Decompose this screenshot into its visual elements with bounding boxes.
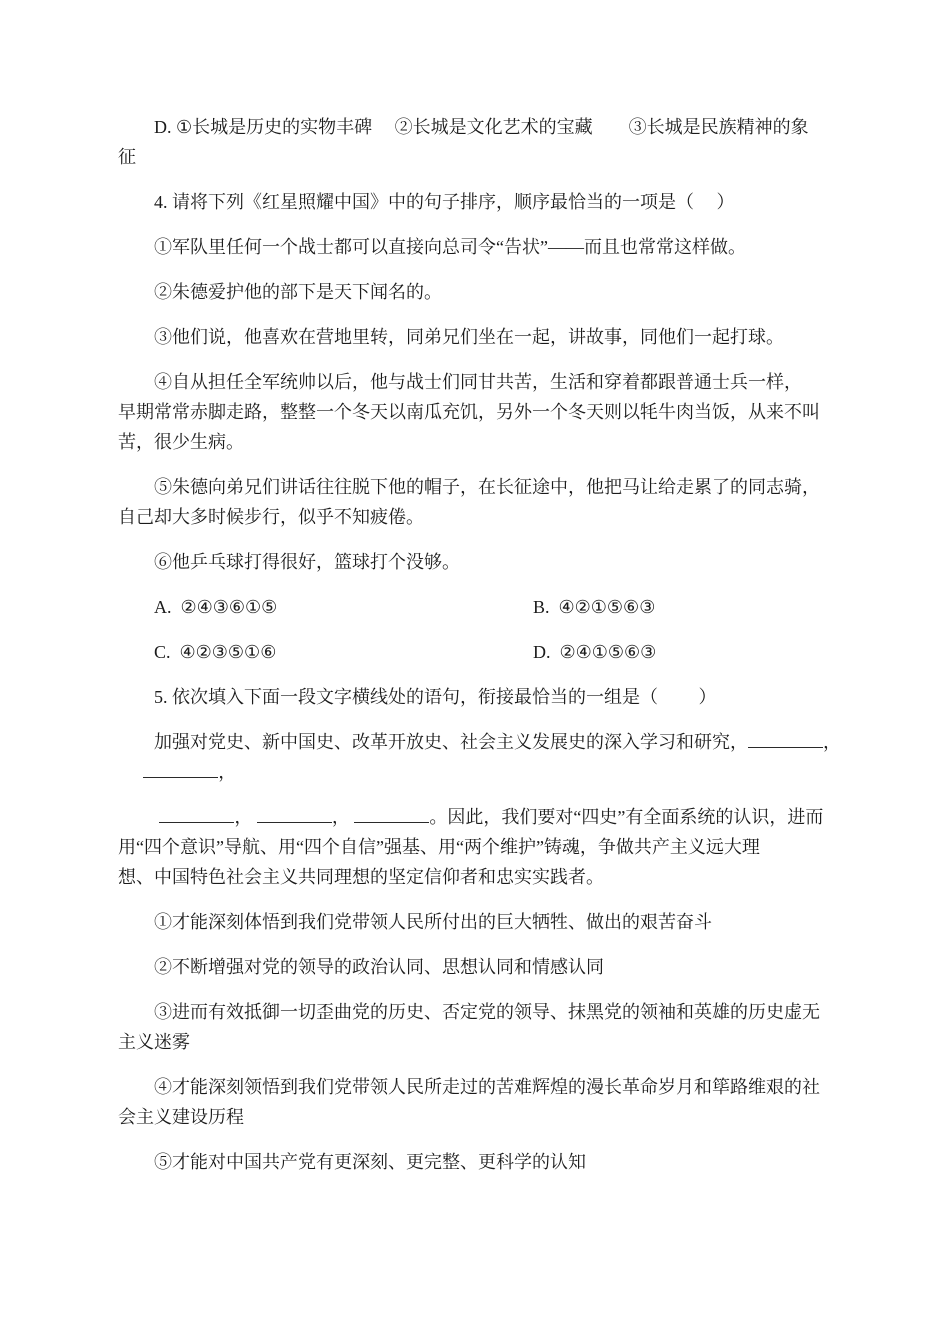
text-run: ⑥他乒乓球打得很好，篮球打个没够。 bbox=[154, 552, 460, 572]
text-line bbox=[118, 832, 832, 862]
text-line bbox=[118, 997, 832, 1027]
text-line bbox=[118, 802, 832, 832]
text-run: ， bbox=[218, 762, 237, 782]
text-run: ， bbox=[331, 807, 355, 827]
text-line bbox=[118, 727, 841, 757]
text-run: ①军队里任何一个战士都可以直接向总司令“告状”——而且也常常这样做。 bbox=[154, 237, 746, 257]
question-4-sentence-1 bbox=[118, 232, 832, 262]
text-run: ④才能深刻领悟到我们党带领人民所走过的苦难辉煌的漫长革命岁月和筚路维艰的社 bbox=[154, 1077, 820, 1097]
text-run: 主义迷雾 bbox=[118, 1032, 190, 1052]
text-run: 5. 依次填入下面一段文字横线处的语句，衔接最恰当的一组是（ ） bbox=[154, 687, 717, 707]
text-run: ①才能深刻体悟到我们党带领人民所付出的巨大牺牲、做出的艰苦奋斗 bbox=[154, 912, 712, 932]
text-run: 会主义建设历程 bbox=[118, 1107, 244, 1127]
question-5-sentence-4 bbox=[118, 1072, 832, 1132]
question-5-stem bbox=[118, 682, 832, 712]
question-5-sentence-5 bbox=[118, 1147, 832, 1177]
text-run: ⑤朱德向弟兄们讲话往往脱下他的帽子，在长征途中，他把马让给走累了的同志骑， bbox=[154, 477, 820, 497]
text-run: 自己却大多时候步行，似乎不知疲倦。 bbox=[118, 507, 424, 527]
text-line bbox=[118, 862, 832, 892]
text-line bbox=[118, 232, 832, 262]
text-run: ②不断增强对党的领导的政治认同、思想认同和情感认同 bbox=[154, 957, 604, 977]
question-4-options-cd bbox=[118, 637, 832, 667]
text-line bbox=[118, 112, 832, 142]
option-cell: D. ②④①⑤⑥③ bbox=[533, 642, 657, 662]
text-line bbox=[118, 1027, 832, 1057]
blank-underline bbox=[748, 729, 823, 748]
text-line bbox=[118, 502, 832, 532]
text-run: D. ①长城是历史的实物丰碑 ②长城是文化艺术的宝藏 ③长城是民族精神的象 bbox=[154, 117, 809, 137]
question-4-sentence-6 bbox=[118, 547, 832, 577]
text-line bbox=[118, 397, 832, 427]
text-line bbox=[118, 427, 832, 457]
question-4-sentence-3 bbox=[118, 322, 832, 352]
text-run: ⑤才能对中国共产党有更深刻、更完整、更科学的认知 bbox=[154, 1152, 586, 1172]
text-run: 苦，很少生病。 bbox=[118, 432, 244, 452]
text-line bbox=[118, 907, 832, 937]
text-line bbox=[118, 142, 832, 172]
question-5-passage-part-2 bbox=[118, 802, 832, 892]
option-d-continued-from-previous-question bbox=[118, 112, 832, 172]
text-line bbox=[118, 187, 832, 217]
blank-underline bbox=[159, 804, 234, 823]
text-run: ②朱德爱护他的部下是天下闻名的。 bbox=[154, 282, 442, 302]
text-line bbox=[118, 322, 832, 352]
question-4-sentence-2 bbox=[118, 277, 832, 307]
text-run: ③他们说，他喜欢在营地里转，同弟兄们坐在一起，讲故事，同他们一起打球。 bbox=[154, 327, 784, 347]
text-line bbox=[118, 277, 832, 307]
question-4-sentence-4 bbox=[118, 367, 832, 457]
option-cell: A. ②④③⑥①⑤ bbox=[154, 597, 278, 617]
text-run: 想、中国特色社会主义共同理想的坚定信仰者和忠实实践者。 bbox=[118, 867, 604, 887]
blank-underline bbox=[257, 804, 332, 823]
text-run: 征 bbox=[118, 147, 136, 167]
text-run: 早期常常赤脚走路，整整一个冬天以南瓜充饥，另外一个冬天则以牦牛肉当饭，从来不叫 bbox=[118, 402, 820, 422]
text-line bbox=[118, 472, 832, 502]
option-cell: C. ④②③⑤①⑥ bbox=[154, 642, 277, 662]
text-line bbox=[118, 757, 832, 787]
question-5-sentence-3 bbox=[118, 997, 832, 1057]
text-run: 。因此，我们要对“四史”有全面系统的认识，进而 bbox=[429, 807, 824, 827]
question-4-options-ab bbox=[118, 592, 832, 622]
text-line bbox=[118, 1072, 832, 1102]
question-4-sentence-5 bbox=[118, 472, 832, 532]
text-run: 加强对党史、新中国史、改革开放史、社会主义发展史的深入学习和研究， bbox=[154, 732, 748, 752]
question-5-sentence-2 bbox=[118, 952, 832, 982]
blank-underline bbox=[354, 804, 429, 823]
text-run: ③进而有效抵御一切歪曲党的历史、否定党的领导、抹黑党的领袖和英雄的历史虚无 bbox=[154, 1002, 820, 1022]
question-5-passage-part-1 bbox=[118, 727, 841, 787]
blank-underline bbox=[143, 759, 218, 778]
text-run: 4. 请将下列《红星照耀中国》中的句子排序，顺序最恰当的一项是（ ） bbox=[154, 192, 735, 212]
text-line bbox=[118, 1102, 832, 1132]
text-line bbox=[118, 952, 832, 982]
text-run: ， bbox=[823, 732, 841, 752]
text-line bbox=[118, 1147, 832, 1177]
option-cell: B. ④②①⑤⑥③ bbox=[533, 597, 656, 617]
text-run: ④自从担任全军统帅以后，他与战士们同甘共苦，生活和穿着都跟普通士兵一样， bbox=[154, 372, 802, 392]
text-line bbox=[118, 367, 832, 397]
question-5-sentence-1 bbox=[118, 907, 832, 937]
text-run: ， bbox=[234, 807, 257, 827]
text-line bbox=[118, 682, 832, 712]
text-line bbox=[118, 547, 832, 577]
question-4-stem bbox=[118, 187, 832, 217]
text-run: 用“四个意识”导航、用“四个自信”强基、用“两个维护”铸魂，争做共产主义远大理 bbox=[118, 837, 760, 857]
